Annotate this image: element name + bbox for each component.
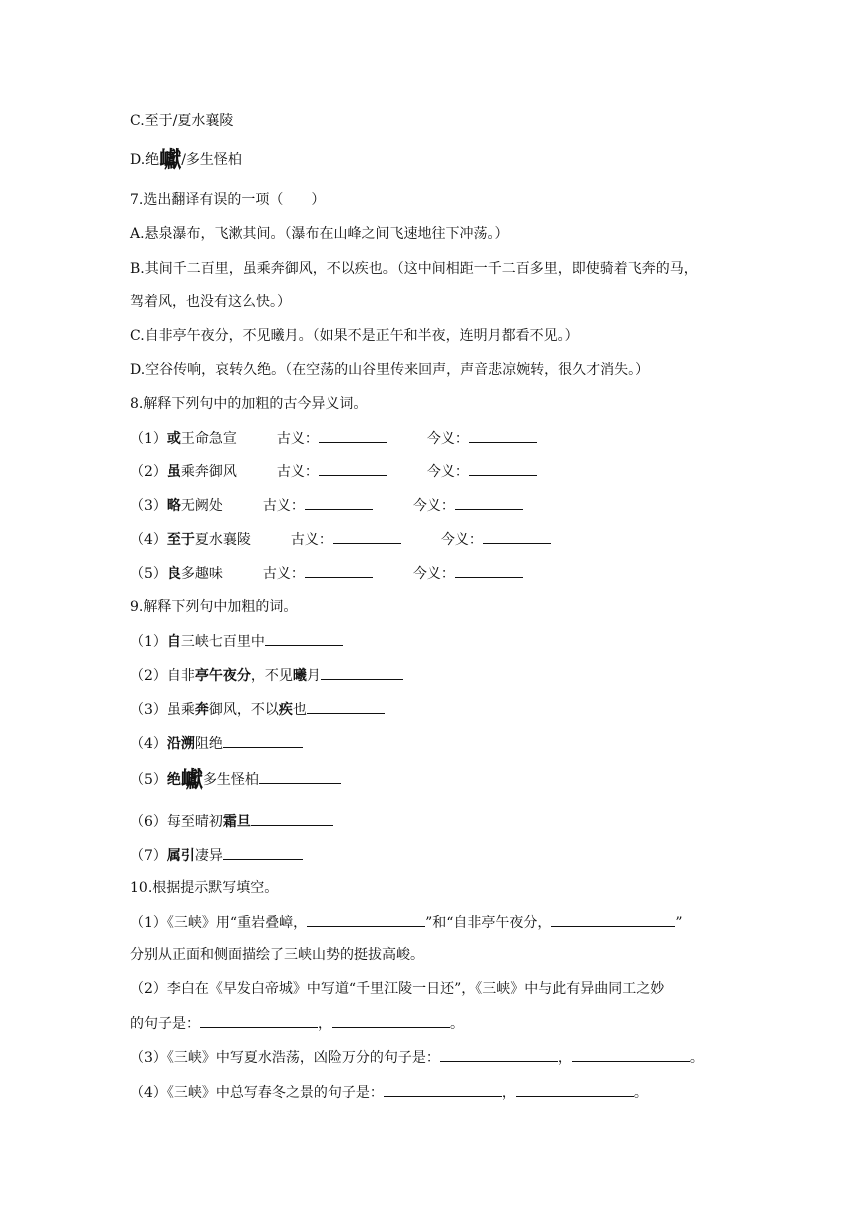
q9-bold-word: 自 — [166, 634, 181, 650]
q6-option-c — [130, 111, 233, 131]
q7-option-a: A.悬泉瀑布，飞漱其间。（瀑布在山峰之间飞速地往下冲荡。） — [130, 226, 509, 242]
q10-item-text: 的句子是： — [130, 1016, 200, 1032]
q8-ancient-blank[interactable] — [333, 529, 401, 544]
q7-stem: 7.选出翻译有误的一项（ ） — [130, 192, 326, 208]
q8-item-text: 王命急宣 — [180, 431, 237, 447]
q8-ancient-blank[interactable] — [319, 461, 387, 476]
q7-option-b-line1: B.其间千二百里，虽乘奔御风，不以疾也。（这中间相距一千二百多里，即使骑着飞奔的马， — [130, 261, 698, 277]
q9-item — [130, 767, 341, 793]
q10-item-1-line2: 分别从正面和侧面描绘了三峡山势的挺拔高峻。 — [130, 947, 424, 963]
q8-bold-word: 或 — [166, 431, 181, 447]
q9-item-text: ，不见 — [250, 668, 293, 684]
q9-item — [130, 699, 385, 720]
q6-option-d-prefix: D.绝 — [130, 152, 160, 168]
q9-answer-blank[interactable] — [251, 811, 333, 826]
q9-item-text: 阻绝 — [194, 736, 223, 752]
q9-bold-word: 属引 — [166, 848, 195, 864]
q9-item-text: 多生怪柏 — [202, 772, 259, 788]
q9-item-text: 三峡七百里中 — [180, 634, 265, 650]
q9-bold-word: 绝 — [166, 772, 181, 788]
q8-ancient-label: 古义： — [262, 566, 305, 582]
q6-option-c-text: C.至于/夏水襄陵 — [130, 113, 234, 129]
q10-punctuation: ， — [501, 1085, 516, 1101]
q9-item — [130, 665, 403, 686]
q6-option-d — [130, 147, 242, 173]
q10-item-text: （3）《三峡》中写夏水浩荡，凶险万分的句子是： — [130, 1050, 440, 1066]
q9-item-number: （3） — [130, 702, 167, 718]
q8-item — [130, 529, 551, 550]
q8-item-number: （4） — [130, 532, 167, 548]
q10-punctuation: ， — [318, 1016, 332, 1032]
q9-item — [130, 733, 303, 754]
q8-item — [130, 461, 537, 482]
q8-modern-blank[interactable] — [455, 563, 523, 578]
q9-bold-word: 曦 — [292, 668, 307, 684]
q9-item-text: 虽乘 — [166, 702, 195, 718]
q8-bold-word: 略 — [166, 498, 181, 514]
q9-bold-large-char: 巘 — [180, 767, 203, 793]
q9-answer-blank[interactable] — [259, 769, 341, 784]
q9-item-text: 自非 — [166, 668, 195, 684]
q9-item — [130, 845, 303, 866]
q10-item-1-line1 — [130, 912, 683, 933]
q8-modern-blank[interactable] — [455, 495, 523, 510]
q9-item — [130, 631, 343, 652]
q8-ancient-label: 古义： — [276, 431, 319, 447]
q8-item-text: 乘奔御风 — [180, 464, 237, 480]
q8-item-number: （1） — [130, 431, 167, 447]
q10-punctuation: 。 — [689, 1050, 704, 1066]
q10-item-2-line2 — [130, 1013, 464, 1034]
q10-item-text: （4）《三峡》中总写春冬之景的句子是： — [130, 1085, 384, 1101]
q10-punctuation: 。 — [450, 1016, 464, 1032]
q10-stem: 10.根据提示默写填空。 — [130, 880, 279, 896]
q8-ancient-blank[interactable] — [319, 428, 387, 443]
q9-answer-blank[interactable] — [307, 699, 385, 714]
q9-stem: 9.解释下列句中加粗的词。 — [130, 599, 298, 615]
q10-item-4 — [130, 1082, 648, 1103]
q9-bold-word: 霜旦 — [222, 814, 251, 830]
q8-item-number: （3） — [130, 498, 167, 514]
q8-item-text: 无阙处 — [180, 498, 223, 514]
q10-answer-blank[interactable] — [200, 1013, 318, 1028]
q9-answer-blank[interactable] — [265, 631, 343, 646]
q8-bold-word: 良 — [166, 566, 181, 582]
q9-answer-blank[interactable] — [321, 665, 403, 680]
q9-item-number: （6） — [130, 814, 167, 830]
q9-bold-word: 沿溯 — [166, 736, 195, 752]
q9-item-text: 每至晴初 — [166, 814, 223, 830]
q8-item — [130, 428, 537, 449]
q9-answer-blank[interactable] — [223, 845, 303, 860]
q8-modern-label: 今义： — [426, 431, 469, 447]
q9-item-text: 也 — [292, 702, 307, 718]
q9-item-text: 凄异 — [194, 848, 223, 864]
q10-answer-blank[interactable] — [440, 1047, 558, 1062]
q9-item-number: （5） — [130, 772, 167, 788]
q10-punctuation: ， — [557, 1050, 572, 1066]
q8-item — [130, 563, 523, 584]
q10-answer-blank[interactable] — [572, 1047, 690, 1062]
q9-item-number: （7） — [130, 848, 167, 864]
q6-option-d-suffix: /多生怪柏 — [181, 152, 242, 168]
q7-option-d: D.空谷传响，哀转久绝。（在空荡的山谷里传来回声，声音悲凉婉转，很久才消失。） — [130, 362, 650, 378]
q10-answer-blank[interactable] — [516, 1082, 634, 1097]
q10-item-text: （1）《三峡》用“重岩叠嶂， — [130, 915, 308, 931]
q8-stem: 8.解释下列句中的加粗的古今异义词。 — [130, 396, 368, 412]
q9-item-number: （4） — [130, 736, 167, 752]
q9-bold-word: 奔 — [194, 702, 209, 718]
q10-answer-blank[interactable] — [332, 1013, 450, 1028]
q8-item-text: 多趣味 — [180, 566, 223, 582]
q8-item-number: （2） — [130, 464, 167, 480]
q9-item — [130, 811, 333, 832]
q8-bold-word: 虽 — [166, 464, 181, 480]
q8-ancient-blank[interactable] — [305, 495, 373, 510]
q8-modern-blank[interactable] — [483, 529, 551, 544]
q8-ancient-label: 古义： — [262, 498, 305, 514]
q10-item-text: ” — [675, 915, 683, 931]
q7-option-c: C.自非亭午夜分，不见曦月。（如果不是正午和半夜，连明月都看不见。） — [130, 328, 579, 344]
q8-ancient-blank[interactable] — [305, 563, 373, 578]
q9-item-number: （2） — [130, 668, 167, 684]
q8-modern-blank[interactable] — [469, 461, 537, 476]
q10-item-text: ”和“自非亭午夜分， — [425, 915, 552, 931]
q10-item-2-line1: （2）李白在《早发白帝城》中写道“千里江陵一日还”，《三峡》中与此有异曲同工之妙 — [130, 981, 665, 997]
q8-item-number: （5） — [130, 566, 167, 582]
q9-bold-word: 亭午夜分 — [194, 668, 251, 684]
q8-ancient-label: 古义： — [290, 532, 333, 548]
q9-item-text: 御风，不以 — [208, 702, 279, 718]
q6-option-d-large-char: 巘 — [159, 147, 182, 173]
q8-modern-label: 今义： — [426, 464, 469, 480]
q10-answer-blank[interactable] — [384, 1082, 502, 1097]
q9-item-text: 月 — [306, 668, 321, 684]
q10-answer-blank[interactable] — [551, 912, 675, 927]
q10-item-3 — [130, 1047, 704, 1068]
q9-bold-word: 疾 — [278, 702, 293, 718]
q9-item-number: （1） — [130, 634, 167, 650]
q8-bold-word: 至于 — [166, 532, 195, 548]
q10-punctuation: 。 — [633, 1085, 648, 1101]
q7-option-b-line2: 驾着风，也没有这么快。） — [130, 294, 291, 310]
q8-modern-label: 今义： — [440, 532, 483, 548]
q8-modern-blank[interactable] — [469, 428, 537, 443]
q8-ancient-label: 古义： — [276, 464, 319, 480]
q8-item-text: 夏水襄陵 — [194, 532, 251, 548]
q9-answer-blank[interactable] — [223, 733, 303, 748]
q8-modern-label: 今义： — [412, 498, 455, 514]
q10-answer-blank[interactable] — [307, 912, 425, 927]
q8-item — [130, 495, 523, 516]
q8-modern-label: 今义： — [412, 566, 455, 582]
